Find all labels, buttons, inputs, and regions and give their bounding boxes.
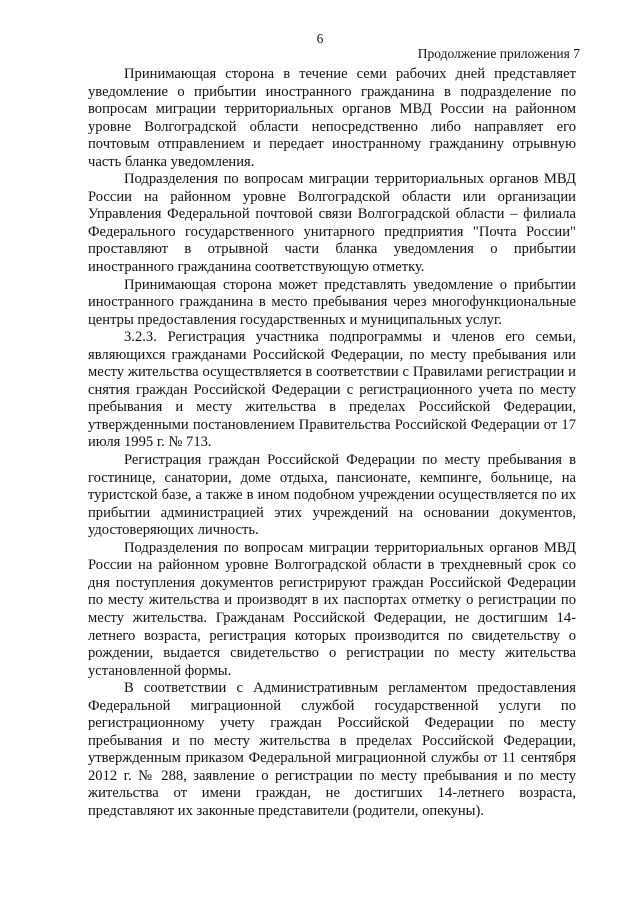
document-body xyxy=(88,66,576,821)
paragraph: Подразделения по вопросам миграции территориальных органов МВД России на районном уровне Волгоградской области в трехдневный срок со дня поступления документов регистрируют граждан Российской Федерации по месту жительства и производят в их паспортах отметку о регистрации по месту жительства. Гражданам Российской Федерации, не достигшим 14-летнего возраста, регистрация которых производится по свидетельству о рождении, выдается свидетельство о регистрации по месту жительства установленной формы. xyxy=(88,539,576,679)
paragraph: Принимающая сторона может представлять уведомление о прибытии иностранного гражданина в место пребывания через многофункциональные центры предоставления государственных и муниципальных услуг. xyxy=(88,276,576,328)
paragraph: Принимающая сторона в течение семи рабочих дней представляет уведомление о прибытии иностранного гражданина в подразделение по вопросам миграции территориальных органов МВД России на районном уровне Волгоградской области непосредственно либо направляет его почтовым отправлением и передает иностранному гражданину отрывную часть бланка уведомления. xyxy=(88,66,576,170)
paragraph: В соответствии с Административным регламентом предоставления Федеральной миграционной службой государственной услуги по регистрационному учету граждан Российской Федерации по месту пребывания и по месту жительства в пределах Российской Федерации, утвержденным приказом Федеральной миграционной службы от 11 сентября 2012 г. № 288, заявление о регистрации по месту пребывания и по месту жительства от имени граждан, не достигших 14-летнего возраста, представляют их законные представители (родители, опекуны). xyxy=(88,680,576,819)
paragraph: Подразделения по вопросам миграции территориальных органов МВД России на районном уровне Волгоградской области или организации Управления Федеральной почтовой связи Волгоградской области – филиала Федерального государственного унитарного предприятия "Почта России" проставляют в отрывной части бланка уведомления о прибытии иностранного гражданина соответствующую отметку. xyxy=(88,171,576,276)
running-header: Продолжение приложения 7 xyxy=(417,46,580,61)
page-number: 6 xyxy=(316,31,324,46)
paragraph: 3.2.3. Регистрация участника подпрограммы и членов его семьи, являющихся гражданами Российской Федерации, по месту пребывания или месту жительства осуществляется в соответствии с Правилами регистрации и снятия граждан Российской Федерации с регистрационного учета по месту пребывания и месту жительства в пределах Российской Федерации, утвержденными постановлением Правительства Российской Федерации от 17 июля 1995 г. № 713. xyxy=(88,329,576,451)
paragraph: Регистрация граждан Российской Федерации по месту пребывания в гостинице, санатории, доме отдыха, пансионате, кемпинге, больнице, на туристской базе, а также в ином подобном учреждении осуществляется по их прибытии администрацией этих учреждений на основании документов, удостоверяющих личность. xyxy=(88,452,576,539)
